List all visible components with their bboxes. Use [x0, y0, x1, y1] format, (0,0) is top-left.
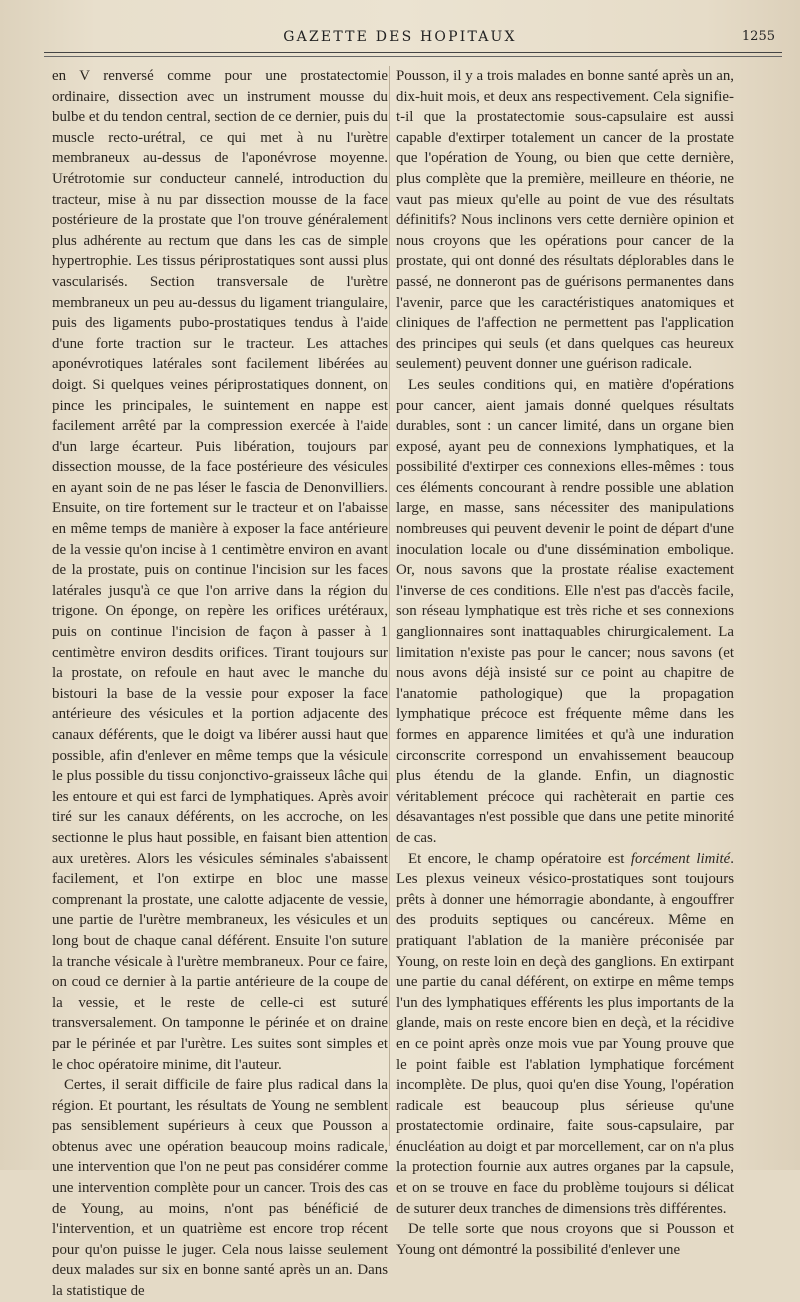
header-rule-secondary [44, 56, 782, 57]
page-header [0, 26, 800, 48]
paragraph-text: Et encore, le champ opératoire est [408, 850, 631, 867]
paragraph: De telle sorte que nous croyons que si Pousson et Young ont démontré la possibilité d'enlever une [396, 1221, 734, 1258]
left-column [52, 66, 388, 1300]
column-divider [389, 66, 390, 1146]
paragraph: Pousson, il y a trois malades en bonne santé après un an, dix-huit mois, et deux ans respectivement. Cela signifie-t-il que la prostatectomie sous-capsulaire est aussi capable d'extirper totalement un cancer de la prostate que l'opération de Young, ou bien que cette dernière, plus complète que la première, meilleure en théorie, ne vaut pas mieux qu'elle au point de vue des résultats définitifs? Nous inclinons vers cette dernière opinion et nous croyons que les opérations pour cancer de la prostate, qui ont donné des résultats déplorables dans le passé, ne donneront pas de guérisons permanentes dans l'avenir, parce que les caractéristiques anatomiques et cliniques de l'affection ne permettent pas l'application des principes qui seuls (et dans quelques cas heureux seulement) peuvent donner une guérison radicale. [396, 68, 734, 373]
header-rule [44, 52, 782, 53]
paragraph-text: . Les plexus veineux vésico-prostatiques sont toujours prêts à donner une hémorragie abondante, à engouffrer des produits septiques ou cancéreux. Même en pratiquant l'ablation de la manière préconisée par Young, on reste loin en deçà des ganglions. En extirpant une partie du canal déférent, on extirpe en même temps l'un des lymphatiques efférents les plus importants de la glande, mais on reste encore bien en deçà, et la récidive en ce point après onze mois vue par Young prouve que le point faible est l'ablation lymphatique forcément incomplète. De plus, quoi qu'en dise Young, l'opération radicale est beaucoup plus sérieuse qu'une prostatectomie ordinaire, faite sous-capsulaire, par énucléation au doigt et par morcellement, car on n'a plus la protection fournie aux autres organes par la capsule, et on se trouve en face du problème toujours si délicat de suturer deux tranches de dimensions très différentes. [396, 850, 734, 1217]
page-number: 1255 [741, 29, 775, 44]
right-column [396, 66, 734, 1258]
paragraph: Les seules conditions qui, en matière d'opérations pour cancer, aient jamais donné quelques résultats durables, sont : un cancer limité, dans un organe bien exposé, ayant peu de connexions lymphatiques, et la possibilité d'extirper ces connexions elles-mêmes : tous ces éléments concourant à rendre possible une ablation large, en masse, sans nécessiter des manipulations nombreuses qui peuvent devenir le point de départ d'une inoculation locale ou d'une dissémination embolique. Or, nous savons que la prostate réalise exactement l'inverse de ces conditions. Elle n'est pas d'accès facile, son réseau lymphatique est très riche et ses connexions ganglionnaires sont inattaquables chirurgicalement. La limitation n'existe pas pour le cancer; nous savons (et nous avons déjà insisté sur ce point au chapitre de l'anatomie pathologique) que la propagation lymphatique précoce est fréquente même dans les formes en apparence limitées et qu'à une induration circonscrite correspond un envahissement beaucoup plus étendu de la glande. Enfin, un diagnostic véritablement précoce qui rachèterait en partie ces désavantages n'est possible que dans une petite minorité de cas. [396, 376, 734, 846]
paragraph [396, 849, 734, 1220]
running-title: GAZETTE DES HOPITAUX [283, 29, 517, 45]
emphasis-text: forcément limité [630, 850, 731, 867]
paragraph: Certes, il serait difficile de faire plus radical dans la région. Et pourtant, les résultats de Young ne semblent pas sensiblement supérieurs à ceux que Pousson a obtenus avec une opération beaucoup moins radicale, une intervention que l'on ne peut pas considérer comme une intervention complète pour un cancer. Trois des cas de Young, au moins, n'ont pas bénéficié de l'intervention, et un quatrième est encore trop récent pour qu'on puisse le juger. Cela nous laisse seulement deux malades sur six en bonne santé après un an. Dans la statistique de [52, 1077, 388, 1300]
paragraph: en V renversé comme pour une prostatectomie ordinaire, dissection avec un instrument mousse du bulbe et du tendon central, section de ce dernier, puis du muscle recto-urétral, ce qui met à nu l'urètre membraneux au-dessus de l'aponévrose moyenne. Urétrotomie sur conducteur cannelé, introduction du tracteur, mise à nu par dissection mousse de la face postérieure de la prostate que l'on trouve généralement plus adhérente au rectum que dans les cas de simple hypertrophie. Les tissus périprostatiques sont aussi plus vascularisés. Section transversale de l'urètre membraneux un peu au-dessus du ligament triangulaire, puis des ligaments pubo-prostatiques tendus à l'aide d'une forte traction sur le tracteur. Les attaches aponévrotiques latérales sont facilement libérées au doigt. Si quelques veines périprostatiques donnent, on pince les principales, le suintement en nappe est facilement arrêté par la compression exercée à l'aide d'un large écarteur. Puis libération, toujours par dissection mousse, de la face postérieure des vésicules en ayant soin de ne pas léser le fascia de Denonvilliers. Ensuite, on tire fortement sur le tracteur et on l'abaisse en même temps de manière à exposer la face antérieure de la vessie qu'on incise à 1 centimètre environ en avant de la prostate, puis on continue l'incision sur les faces latérales jusqu'à ce que l'on arrive dans la région du trigone. On éponge, on repère les orifices urétéraux, puis on continue l'incision de façon à passer à 1 centimètre environ desdits orifices. Tirant toujours sur la prostate, on refoule en haut avec le manche du bistouri la base de la vessie pour exposer la face antérieure des vésicules et la portion adjacente des canaux déférents, que le doigt va libérer aussi haut que possible, afin d'enlever en même temps que la vésicule le plus possible du tissu conjonctivo-graisseux lâche qui les entoure et qui est farci de lymphatiques. Après avoir tiré sur les canaux déférents, on les accroche, on les sectionne le plus haut possible, en faisant bien attention aux uretères. Alors les vésicules séminales s'abaissent facilement, et l'on extirpe en bloc une masse comprenant la prostate, une calotte adjacente de vessie, une partie de l'urètre membraneux, les vésicules et un long bout de chaque canal déférent. Ensuite l'on suture la tranche vésicale à l'urètre membraneux. Pour ce faire, on coud ce dernier à la partie antérieure de la coupe de la vessie, et le reste de celle-ci est suturé transversalement. On tamponne le périnée et on draine par le périnée et par l'urètre. Les suites sont simples et le choc opératoire minime, dit l'auteur. [52, 68, 388, 1073]
